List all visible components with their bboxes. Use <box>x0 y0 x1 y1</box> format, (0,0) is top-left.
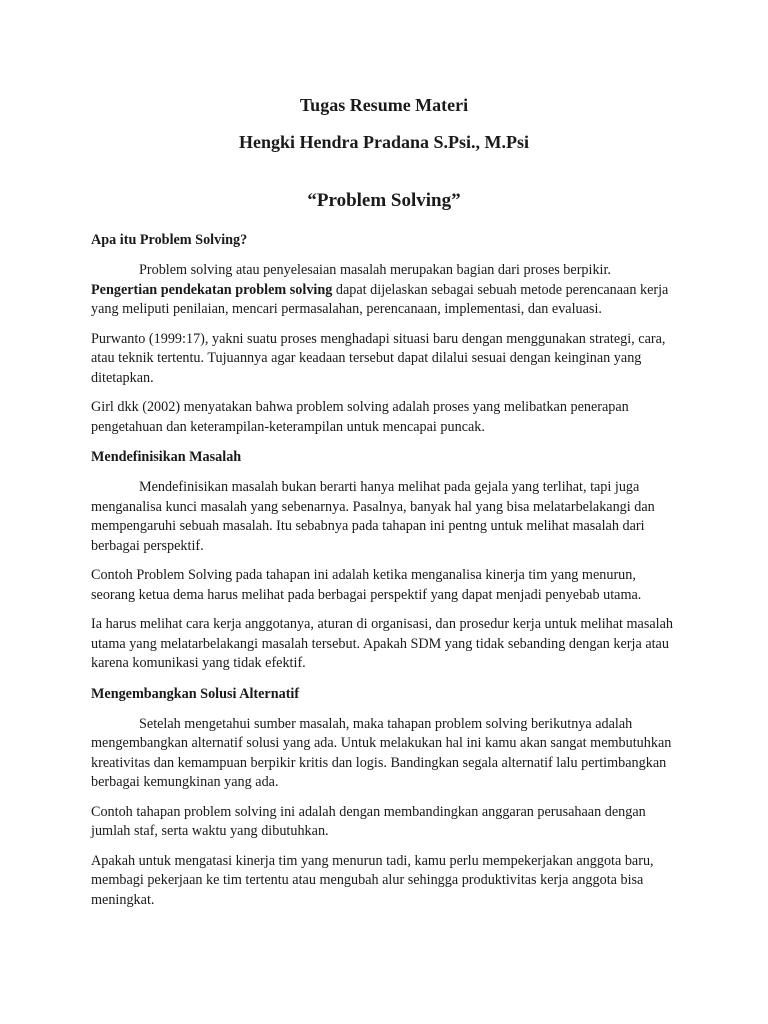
section-mengembangkan <box>91 684 677 911</box>
document-title: Tugas Resume Materi <box>299 95 469 115</box>
paragraph <box>91 261 677 320</box>
author-name: Hengki Hendra Pradana S.Psi., M.Psi <box>238 132 530 152</box>
section-apa-itu <box>91 230 677 437</box>
topic-title: “Problem Solving” <box>307 190 461 211</box>
paragraph: Contoh Problem Solving pada tahapan ini adalah ketika menganalisa kinerja tim yang menurun, seorang ketua dema harus melihat pada berbagai perspektif yang dapat menjadi penyebab utama. <box>91 567 642 603</box>
paragraph: Apakah untuk mengatasi kinerja tim yang menurun tadi, kamu perlu mempekerjakan anggota baru, membagi pekerjaan ke tim tertentu atau mengubah alur sehingga produktivitas kerja anggota bisa meningkat. <box>91 852 654 908</box>
paragraph: Mendefinisikan masalah bukan berarti hanya melihat pada gejala yang terlihat, tapi juga menganalisa kunci masalah yang sebenarnya. Pasalnya, banyak hal yang bisa melatarbelakangi dan mempengaruhi sebuah masalah. Itu sebabnya pada tahapan ini pentng untuk melihat masalah dari berbagai perspektif. <box>91 479 655 554</box>
section-heading: Mendefinisikan Masalah <box>91 449 242 465</box>
paragraph: Ia harus melihat cara kerja anggotanya, aturan di organisasi, dan prosedur kerja untuk melihat masalah utama yang melatarbelakangi masalah tersebut. Apakah SDM yang tidak sebanding dengan kerja atau karena komunikasi yang tidak efektif. <box>91 616 673 671</box>
paragraph: Purwanto (1999:17), yakni suatu proses menghadapi situasi baru dengan menggunakan strategi, cara, atau teknik tertentu. Tujuannya agar keadaan tersebut dapat dilalui sesuai dengan keinginan yang ditetapkan. <box>91 330 666 386</box>
section-mendefinisikan <box>91 447 677 674</box>
bold-term: Pengertian pendekatan problem solving <box>91 281 333 298</box>
paragraph: Contoh tahapan problem solving ini adalah dengan membandingkan anggaran perusahaan dengan jumlah staf, serta waktu yang dibutuhkan. <box>91 803 646 839</box>
paragraph-text: Problem solving atau penyelesaian masalah merupakan bagian dari proses berpikir. <box>139 262 611 278</box>
section-heading: Mengembangkan Solusi Alternatif <box>91 685 300 702</box>
paragraph: Setelah mengetahui sumber masalah, maka tahapan problem solving berikutnya adalah mengembangkan alternatif solusi yang ada. Untuk melakukan hal ini kamu akan sangat membutuhkan kreativitas dan kemampuan berpikir kritis dan logis. Bandingkan segala alternatif lalu pertimbangkan berbagai kemungkinan yang ada. <box>91 715 672 790</box>
section-heading: Apa itu Problem Solving? <box>91 232 248 248</box>
paragraph-text: dapat dijelaskan sebagai sebuah metode perencanaan kerja yang meliputi penilaian, mencari permasalahan, perencanaan, implementasi, dan evaluasi. <box>91 281 669 317</box>
paragraph: Girl dkk (2002) menyatakan bahwa problem solving adalah proses yang melibatkan penerapan pengetahuan dan keterampilan-keterampilan untuk mencapai puncak. <box>91 399 629 435</box>
